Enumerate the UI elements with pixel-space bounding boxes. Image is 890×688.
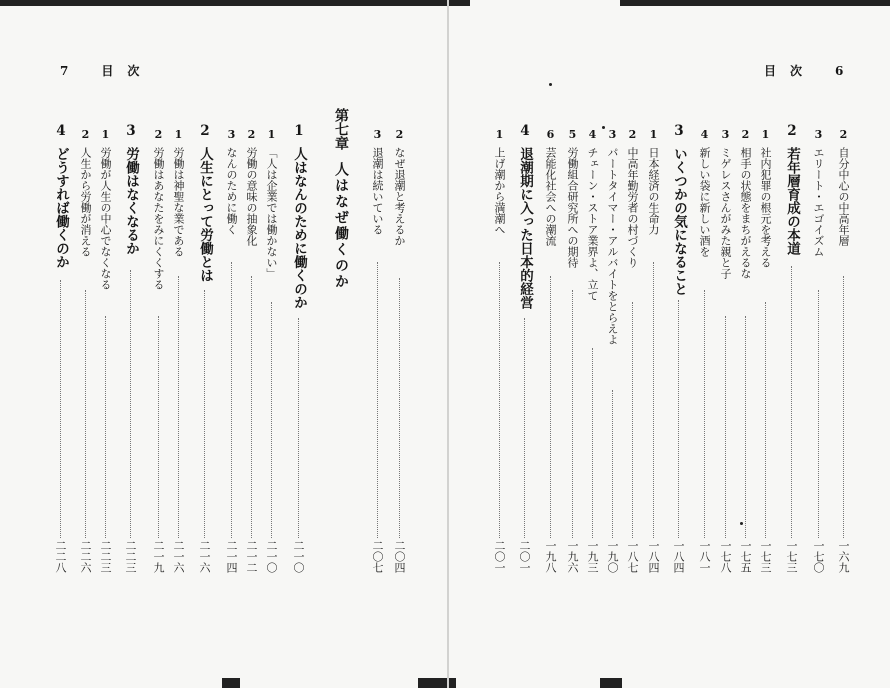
- toc-title: 労働が人生の中心でなくなる: [99, 147, 112, 290]
- toc-entry: [836, 128, 850, 246]
- right-page-header: [764, 62, 844, 79]
- toc-title: いくつかの気になること: [671, 147, 687, 296]
- scan-bottom-mark: [600, 678, 622, 688]
- toc-number: 2: [739, 128, 752, 141]
- toc-page: 二一二: [245, 540, 258, 573]
- toc-page: 二二八: [54, 540, 67, 573]
- toc-number: 4: [698, 128, 711, 141]
- toc-number: 3: [225, 128, 238, 141]
- toc-page: 二一六: [198, 540, 211, 573]
- toc-number: 3: [606, 128, 619, 141]
- toc-number: 2: [626, 128, 639, 141]
- toc-title: なぜ退潮と考えるか: [393, 147, 406, 246]
- toc-leader: [678, 300, 679, 538]
- toc-number: 2: [837, 128, 850, 141]
- toc-entry: [224, 128, 238, 235]
- toc-title: 新しい袋に新しい酒を: [698, 147, 711, 257]
- toc-title: 退潮期に入った日本的経営: [517, 147, 533, 309]
- right-page-title: 目 次: [764, 64, 804, 78]
- toc-entry: [171, 128, 185, 257]
- toc-title: 自分中心の中高年層: [837, 147, 850, 246]
- toc-leader: [499, 262, 500, 538]
- toc-leader: [704, 290, 705, 538]
- toc-title: エリート・エゴイズム: [812, 147, 825, 257]
- toc-entry: [718, 128, 732, 279]
- toc-page: 一八七: [626, 540, 639, 573]
- toc-title: 労働は神聖な業である: [172, 147, 185, 257]
- toc-page: 一七〇: [812, 540, 825, 573]
- toc-number: 3: [371, 128, 384, 141]
- toc-leader: [653, 262, 654, 538]
- toc-leader: [178, 276, 179, 538]
- left-page-number: 7: [60, 64, 70, 78]
- toc-entry: [697, 128, 711, 257]
- toc-number: 3: [719, 128, 732, 141]
- toc-page: 一七三: [785, 540, 798, 573]
- toc-section: [516, 123, 532, 309]
- toc-entry: [370, 128, 384, 235]
- toc-title: 社内犯罪の根元を考える: [759, 147, 772, 268]
- toc-page: 一六九: [837, 540, 850, 573]
- toc-title: 労働組合研究所への期待: [566, 147, 579, 268]
- toc-leader: [843, 276, 844, 538]
- toc-leader: [298, 318, 299, 538]
- toc-entry: [151, 128, 165, 290]
- toc-leader: [130, 270, 131, 538]
- toc-leader: [524, 318, 525, 538]
- toc-leader: [105, 316, 106, 538]
- toc-leader: [592, 348, 593, 538]
- left-page-header: [60, 62, 172, 79]
- toc-section: [783, 123, 799, 255]
- scan-bottom-mark: [418, 678, 456, 688]
- toc-page: 二〇一: [518, 540, 531, 573]
- toc-entry: [492, 128, 506, 235]
- toc-leader: [85, 290, 86, 538]
- toc-number: 4: [53, 123, 69, 139]
- toc-title: 退潮は続いている: [371, 147, 384, 235]
- toc-page: 一九六: [566, 540, 579, 573]
- toc-number: 2: [79, 128, 92, 141]
- toc-number: 2: [784, 123, 800, 139]
- toc-leader: [60, 280, 61, 538]
- toc-number: 1: [291, 123, 307, 139]
- toc-page: 一九三: [586, 540, 599, 573]
- toc-title: 人はなんのために働くのか: [291, 147, 307, 309]
- book-gutter: [447, 0, 449, 688]
- toc-entry: [543, 128, 557, 246]
- toc-page: 二二六: [79, 540, 92, 573]
- toc-number: 4: [517, 123, 533, 139]
- toc-title: 労働はあなたをみにくくする: [152, 147, 165, 290]
- toc-leader: [377, 262, 378, 538]
- toc-leader: [725, 316, 726, 538]
- toc-page: 二二三: [99, 540, 112, 573]
- toc-leader: [158, 316, 159, 538]
- toc-page: 一七五: [739, 540, 752, 573]
- toc-page: 二〇一: [493, 540, 506, 573]
- chapter-title: 人はなぜ働くのか: [333, 162, 349, 290]
- scan-top-gap: [470, 0, 620, 9]
- toc-page: 一七三: [759, 540, 772, 573]
- toc-leader: [251, 276, 252, 538]
- toc-leader: [231, 262, 232, 538]
- toc-title: 日本経済の生命力: [647, 147, 660, 235]
- toc-section: [122, 123, 138, 255]
- toc-page: 一九〇: [606, 540, 619, 573]
- toc-section: [196, 123, 212, 282]
- toc-title: どうすれば働くのか: [53, 147, 69, 269]
- toc-number: 3: [812, 128, 825, 141]
- toc-page: 二一六: [172, 540, 185, 573]
- toc-leader: [399, 278, 400, 538]
- toc-entry: [738, 128, 752, 279]
- chapter-number: 第七章: [333, 108, 349, 150]
- toc-number: 5: [566, 128, 579, 141]
- toc-entry: [392, 128, 406, 246]
- toc-title: 「人は企業では働かない」: [265, 147, 278, 279]
- toc-section: [670, 123, 686, 296]
- toc-entry: [244, 128, 258, 246]
- toc-entry: [758, 128, 772, 268]
- toc-leader: [632, 302, 633, 538]
- toc-number: 3: [671, 123, 687, 139]
- toc-page: 二一〇: [292, 540, 305, 573]
- toc-title: ミゲレスさんがみた親と子: [719, 147, 732, 279]
- toc-leader: [818, 290, 819, 538]
- toc-title: 労働はなくなるか: [123, 147, 139, 255]
- toc-leader: [271, 302, 272, 538]
- toc-leader: [791, 266, 792, 538]
- scan-speck: [740, 522, 743, 525]
- toc-entry: [625, 128, 639, 268]
- toc-page: 二〇四: [393, 540, 406, 573]
- toc-number: 1: [265, 128, 278, 141]
- toc-entry: [565, 128, 579, 268]
- toc-page: 一七八: [719, 540, 732, 573]
- toc-entry: [605, 128, 619, 345]
- toc-title: 人生にとって労働とは: [197, 147, 213, 282]
- toc-title: 若年層育成の本道: [784, 147, 800, 255]
- toc-leader: [204, 290, 205, 538]
- toc-leader: [550, 276, 551, 538]
- toc-number: 1: [172, 128, 185, 141]
- toc-leader: [612, 390, 613, 538]
- toc-title: 上げ潮から満潮へ: [493, 147, 506, 235]
- toc-title: パートタイマー・アルバイトをとらえよ: [606, 147, 619, 345]
- toc-page: 二一四: [225, 540, 238, 573]
- chapter-heading: [330, 108, 348, 290]
- toc-page: 二二三: [124, 540, 137, 573]
- toc-number: 1: [493, 128, 506, 141]
- toc-page: 一八四: [647, 540, 660, 573]
- toc-section: [52, 123, 68, 269]
- toc-number: 2: [152, 128, 165, 141]
- toc-number: 6: [544, 128, 557, 141]
- toc-entry: [585, 128, 599, 301]
- toc-number: 1: [99, 128, 112, 141]
- scan-bottom-mark: [222, 678, 240, 688]
- toc-title: チェーン・ストア業界よ、立て: [586, 147, 599, 301]
- toc-number: 1: [647, 128, 660, 141]
- toc-number: 2: [245, 128, 258, 141]
- left-page-title: 目 次: [101, 64, 141, 78]
- toc-section: [290, 123, 306, 309]
- scan-speck: [549, 83, 552, 86]
- toc-entry: [78, 128, 92, 257]
- toc-leader: [572, 290, 573, 538]
- toc-number: 3: [123, 123, 139, 139]
- toc-leader: [765, 302, 766, 538]
- toc-title: 労働の意味の抽象化: [245, 147, 258, 246]
- toc-page: 二〇七: [371, 540, 384, 573]
- toc-page: 一八四: [672, 540, 685, 573]
- toc-entry: [98, 128, 112, 290]
- toc-entry: [264, 128, 278, 279]
- right-page-number: 6: [835, 64, 845, 78]
- toc-title: 人生から労働が消える: [79, 147, 92, 257]
- toc-leader: [745, 316, 746, 538]
- toc-number: 1: [759, 128, 772, 141]
- toc-page: 一八一: [698, 540, 711, 573]
- toc-title: 芸能化社会への潮流: [544, 147, 557, 246]
- toc-entry: [811, 128, 825, 257]
- toc-page: 二一〇: [265, 540, 278, 573]
- toc-title: 中高年勤労者の村づくり: [626, 147, 639, 268]
- toc-page: 一九八: [544, 540, 557, 573]
- toc-number: 4: [586, 128, 599, 141]
- toc-page: 二一九: [152, 540, 165, 573]
- scan-top-edge: [0, 0, 890, 6]
- toc-number: 2: [197, 123, 213, 139]
- toc-number: 2: [393, 128, 406, 141]
- toc-entry: [646, 128, 660, 235]
- toc-title: なんのために働く: [225, 147, 238, 235]
- toc-title: 相手の状態をまちがえるな: [739, 147, 752, 279]
